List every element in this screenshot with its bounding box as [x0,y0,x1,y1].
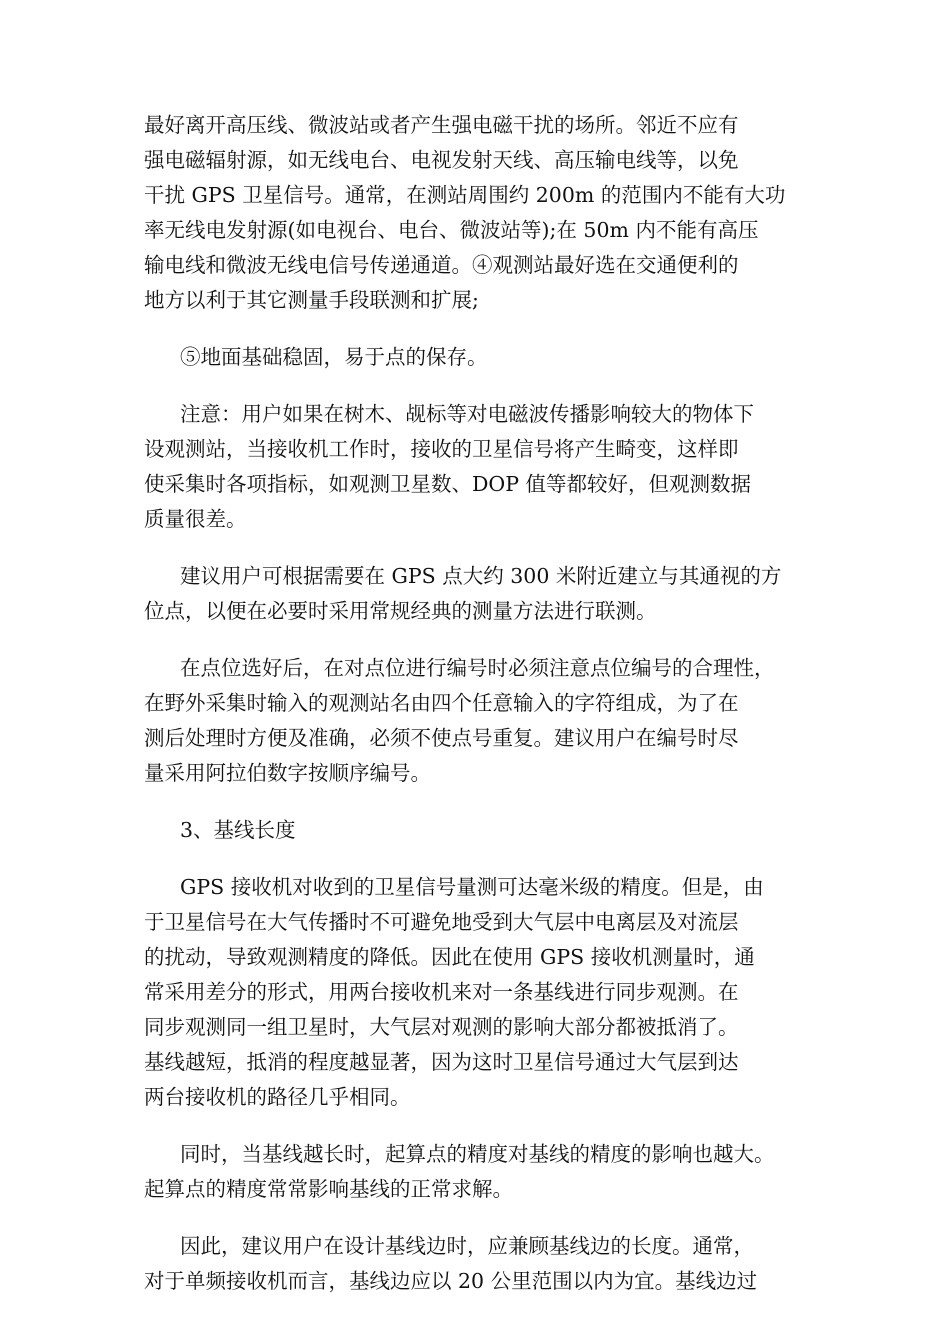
text-line: 质量很差。 [144,507,247,531]
text-line: 测后处理时方便及准确，必须不使点号重复。建议用户在编号时尽 [144,726,739,750]
text-line: 位点，以便在必要时采用常规经典的测量方法进行联测。 [144,599,657,623]
text-line: 因此，建议用户在设计基线边时，应兼顾基线边的长度。通常， [180,1234,754,1258]
paragraph-gps-precision [144,870,820,1115]
text-line: 的扰动，导致观测精度的降低。因此在使用 GPS 接收机测量时，通 [144,945,755,969]
text-line: 最好离开高压线、微波站或者产生强电磁干扰的场所。邻近不应有 [144,113,739,137]
text-line: 于卫星信号在大气传播时不可避免地受到大气层中电离层及对流层 [144,910,739,934]
paragraph-note [144,397,820,537]
text-line: 在点位选好后，在对点位进行编号时必须注意点位编号的合理性， [180,656,775,680]
text-line: 量采用阿拉伯数字按顺序编号。 [144,761,431,785]
paragraph-baseline-design [144,1229,820,1299]
document-page [144,108,820,1321]
text-line: 建议用户可根据需要在 GPS 点大约 300 米附近建立与其通视的方 [180,564,782,588]
text-line: 起算点的精度常常影响基线的正常求解。 [144,1177,513,1201]
text-line: 基线越短，抵消的程度越显著，因为这时卫星信号通过大气层到达 [144,1050,739,1074]
text-line: 使采集时各项指标，如观测卫星数、DOP 值等都较好，但观测数据 [144,472,752,496]
text-line: 地方以利于其它测量手段联测和扩展; [144,288,479,312]
text-line: 率无线电发射源(如电视台、电台、微波站等);在 50m 内不能有高压 [144,218,759,242]
text-line: 两台接收机的路径几乎相同。 [144,1085,411,1109]
text-line: GPS 接收机对收到的卫星信号量测可达毫米级的精度。但是，由 [180,875,764,899]
paragraph-site-selection [144,108,820,318]
section-heading: 3、基线长度 [180,818,296,842]
paragraph-point-numbering [144,651,820,791]
text-line: 同时，当基线越长时，起算点的精度对基线的精度的影响也越大。 [180,1142,775,1166]
text-line: 输电线和微波无线电信号传递通道。④观测站最好选在交通便利的 [144,253,739,277]
text-line: 干扰 GPS 卫星信号。通常，在测站周围约 200m 的范围内不能有大功 [144,183,786,207]
text-line: 注意：用户如果在树木、觇标等对电磁波传播影响较大的物体下 [180,402,754,426]
paragraph-stable-ground [144,340,820,375]
text-line: 设观测站，当接收机工作时，接收的卫星信号将产生畸变，这样即 [144,437,739,461]
text-line: 在野外采集时输入的观测站名由四个任意输入的字符组成，为了在 [144,691,739,715]
text-line: 常采用差分的形式，用两台接收机来对一条基线进行同步观测。在 [144,980,739,1004]
paragraph-baseline-influence [144,1137,820,1207]
text-line: 强电磁辐射源，如无线电台、电视发射天线、高压输电线等，以免 [144,148,739,172]
text-line: ⑤地面基础稳固，易于点的保存。 [180,345,488,369]
paragraph-azimuth-point [144,559,820,629]
section-heading-baseline-length [144,813,820,848]
text-line: 对于单频接收机而言，基线边应以 20 公里范围以内为宜。基线边过 [144,1269,758,1293]
text-line: 同步观测同一组卫星时，大气层对观测的影响大部分都被抵消了。 [144,1015,739,1039]
